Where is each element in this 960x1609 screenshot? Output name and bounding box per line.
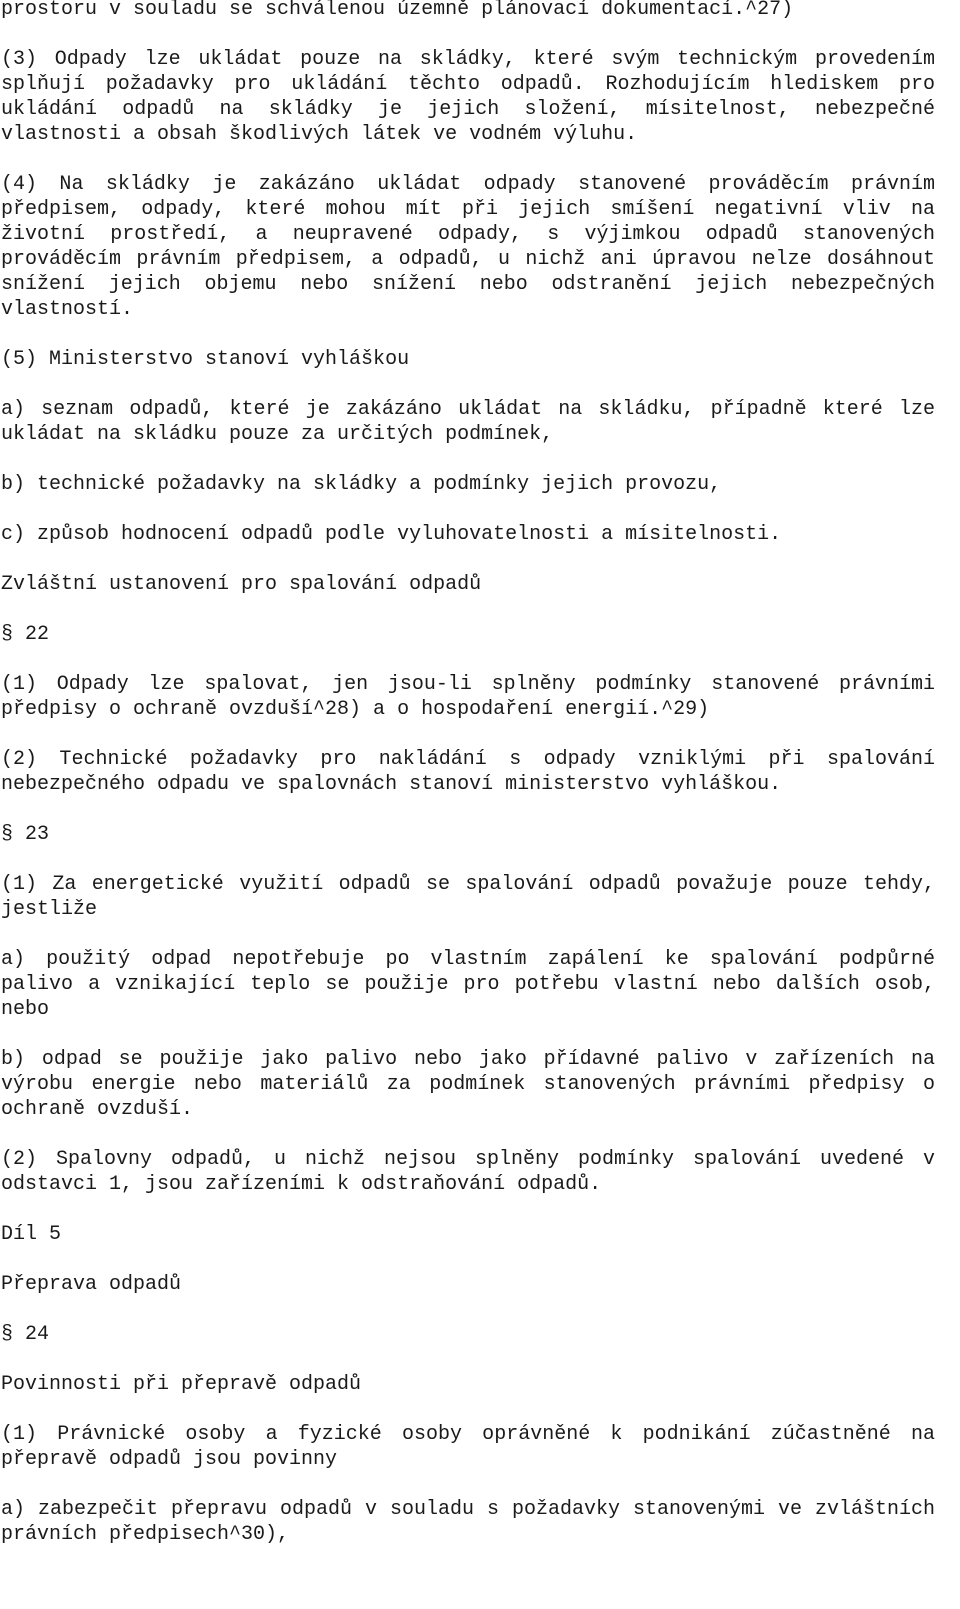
- paragraph-24-1: (1) Právnické osoby a fyzické osoby oprávněné k podnikání zúčastněné na přepravě odpadů jsou povinny: [1, 1423, 935, 1471]
- paragraph-23-2: (2) Spalovny odpadů, u nichž nejsou splněny podmínky spalování uvedené v odstavci 1, jsou zařízeními k odstraňování odpadů.: [1, 1148, 935, 1196]
- section-number-24: § 24: [1, 1323, 50, 1346]
- section-number-22: § 22: [1, 623, 50, 646]
- paragraph-continuation: prostoru v souladu se schválenou územně plánovací dokumentací.^27): [1, 0, 794, 21]
- list-item-23-1-a: a) použitý odpad nepotřebuje po vlastním zapálení ke spalování podpůrné palivo a vznikající teplo se použije pro potřebu vlastní nebo dalších osob, nebo: [1, 948, 935, 1021]
- list-item-21-5-c: c) způsob hodnocení odpadů podle vyluhovatelnosti a mísitelnosti.: [1, 523, 782, 546]
- part-title: Přeprava odpadů: [1, 1273, 182, 1296]
- section-title-24: Povinnosti při přepravě odpadů: [1, 1373, 362, 1396]
- paragraph-22-2: (2) Technické požadavky pro nakládání s odpady vzniklými při spalování nebezpečného odpadu ve spalovnách stanoví ministerstvo vyhláškou.: [1, 748, 935, 796]
- paragraph-23-1: (1) Za energetické využití odpadů se spalování odpadů považuje pouze tehdy, jestliže: [1, 873, 935, 921]
- section-number-23: § 23: [1, 823, 50, 846]
- list-item-21-5-a: a) seznam odpadů, které je zakázáno ukládat na skládku, případně které lze ukládat na skládku pouze za určitých podmínek,: [1, 398, 935, 446]
- paragraph-22-1: (1) Odpady lze spalovat, jen jsou-li splněny podmínky stanovené právními předpisy o ochraně ovzduší^28) a o hospodaření energií.^29): [1, 673, 935, 721]
- paragraph-21-4: (4) Na skládky je zakázáno ukládat odpady stanovené prováděcím právním předpisem, odpady, které mohou mít při jejich smíšení negativní vliv na životní prostředí, a neupravené odpady, s výjimkou odpadů stanovených prováděcím právním předpisem, a odpadů, u nichž ani úpravou nelze dosáhnout snížení jejich objemu nebo snížení nebo odstranění jejich nebezpečných vlastností.: [1, 173, 935, 321]
- paragraph-21-3: (3) Odpady lze ukládat pouze na skládky, které svým technickým provedením splňují požadavky pro ukládání těchto odpadů. Rozhodujícím hlediskem pro ukládání odpadů na skládky je jejich složení, mísitelnost, nebezpečné vlastnosti a obsah škodlivých látek ve vodném výluhu.: [1, 48, 935, 146]
- list-item-24-1-a: a) zabezpečit přepravu odpadů v souladu s požadavky stanovenými ve zvláštních právních předpisech^30),: [1, 1498, 935, 1546]
- section-heading-incineration: Zvláštní ustanovení pro spalování odpadů: [1, 573, 482, 596]
- paragraph-21-5: (5) Ministerstvo stanoví vyhláškou: [1, 348, 410, 371]
- list-item-23-1-b: b) odpad se použije jako palivo nebo jako přídavné palivo v zařízeních na výrobu energie nebo materiálů za podmínek stanovených právními předpisy o ochraně ovzduší.: [1, 1048, 935, 1121]
- list-item-21-5-b: b) technické požadavky na skládky a podmínky jejich provozu,: [1, 473, 722, 496]
- part-heading: Díl 5: [1, 1223, 62, 1246]
- document-page: [1, 0, 935, 1572]
